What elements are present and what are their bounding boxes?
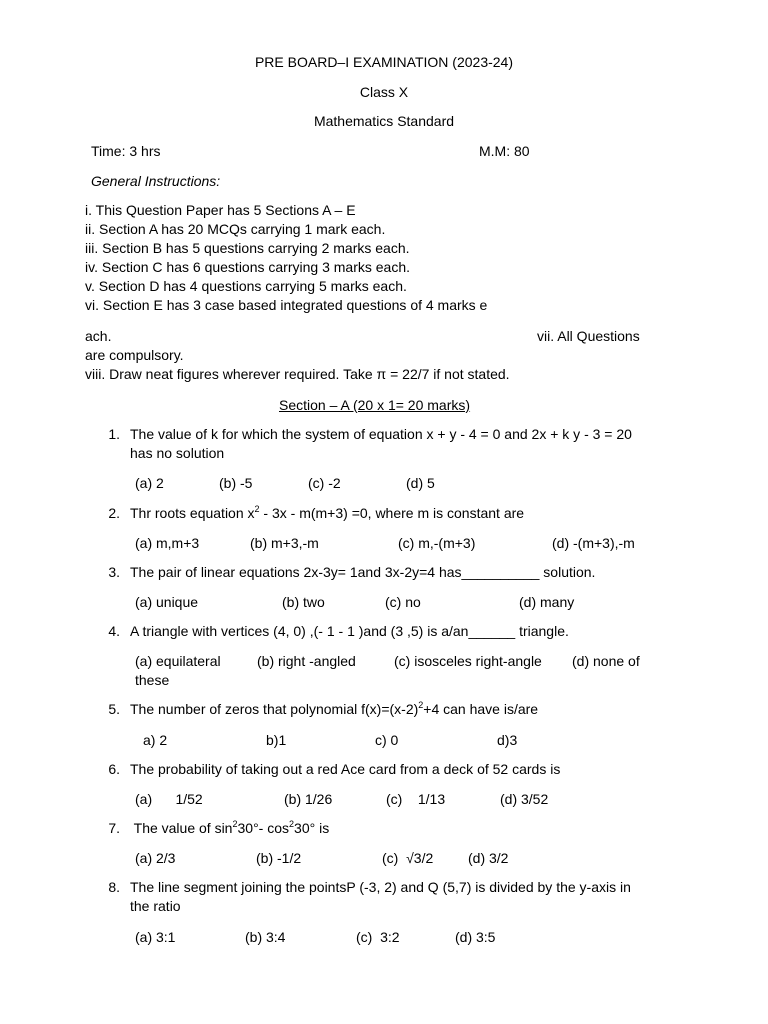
option-d: (d) -(m+3),-m (552, 535, 635, 551)
option-c: (c) isosceles right-angle (394, 653, 542, 669)
option-a: (a) 2 (135, 475, 164, 491)
option-b: (b) two (282, 594, 325, 610)
question-text: The pair of linear equations 2x-3y= 1and 3x-2y=4 has__________ solution. (130, 564, 596, 580)
instruction-wrap-left: ach. (85, 328, 112, 344)
instruction-item: i. This Question Paper has 5 Sections A – E (85, 202, 356, 218)
question-number: 6. (108, 761, 120, 777)
instruction-item: iii. Section B has 5 questions carrying 2 marks each. (85, 240, 410, 256)
option-b: (b) 1/26 (284, 791, 333, 807)
question-text: A triangle with vertices (4, 0) ,(- 1 - 1 )and (3 ,5) is a/an______ triangle. (130, 623, 569, 639)
option-b: (b) right -angled (257, 653, 356, 669)
option-c: (c) 3:2 (356, 929, 400, 945)
option-d-wrap: these (135, 672, 170, 688)
time-label: Time: 3 hrs (91, 143, 161, 159)
instruction-item: iv. Section C has 6 questions carrying 3 marks each. (85, 259, 411, 275)
instruction-item: ii. Section A has 20 MCQs carrying 1 mark each. (85, 221, 386, 237)
option-c: (c) no (385, 594, 421, 610)
option-c: (c) -2 (308, 475, 341, 491)
option-a: (a) equilateral (135, 653, 221, 669)
instruction-wrap-next: are compulsory. (85, 347, 184, 363)
question-text: the ratio (130, 898, 181, 914)
option-d: (d) many (519, 594, 575, 610)
option-c: c) 0 (375, 732, 399, 748)
option-b: (b) -1/2 (256, 850, 302, 866)
option-b: (b) m+3,-m (250, 535, 319, 551)
question-text: Thr roots equation $x^2 - 3x - m(m+3) =0$, where m is constant are (130, 504, 525, 521)
question-number: 2. (108, 505, 120, 521)
option-d: (d) 3:5 (455, 929, 496, 945)
section-heading: Section – A (20 x 1= 20 marks) (279, 397, 471, 413)
option-b: b)1 (266, 732, 287, 748)
option-d: (d) 3/2 (468, 850, 509, 866)
option-b: (b) -5 (219, 475, 253, 491)
question-number: 8. (108, 879, 120, 895)
option-a: (a) unique (135, 594, 199, 610)
question-text: The probability of taking out a red Ace card from a deck of 52 cards is (130, 761, 561, 777)
option-d: (d) none of (572, 653, 640, 669)
max-marks-label: M.M: 80 (479, 143, 530, 159)
instruction-item: viii. Draw neat figures wherever required. Take π = 22/7 if not stated. (85, 366, 510, 382)
option-a: a) 2 (143, 732, 168, 748)
option-a: (a) 1/52 (135, 791, 203, 807)
option-d: d)3 (497, 732, 518, 748)
instruction-item: v. Section D has 4 questions carrying 5 marks each. (85, 278, 407, 294)
class-label: Class X (359, 84, 409, 100)
option-c: (c) m,-(m+3) (398, 535, 476, 551)
question-number: 3. (108, 564, 120, 580)
option-c: (c) √3/2 (382, 850, 434, 866)
option-d: (d) 3/52 (500, 791, 549, 807)
question-number: 5. (108, 701, 120, 717)
question-number: 7. (108, 820, 120, 836)
option-b: (b) 3:4 (245, 929, 286, 945)
exam-title: PRE BOARD–I EXAMINATION (2023-24) (254, 54, 514, 70)
instruction-item: vi. Section E has 3 case based integrated questions of 4 marks e (85, 297, 488, 313)
option-d: (d) 5 (406, 475, 435, 491)
question-text: The value of k for which the system of equation x + y - 4 = 0 and 2x + k y - 3 = 20 (130, 426, 632, 442)
question-text: The value of $\sin^230^\circ-$ $\cos^230^\circ$ is (130, 819, 330, 836)
option-a: (a) 2/3 (135, 850, 176, 866)
subject-label: Mathematics Standard (313, 113, 455, 129)
question-text: The line segment joining the pointsP (-3, 2) and Q (5,7) is divided by the y-axis in (130, 879, 631, 895)
question-number: 4. (108, 623, 120, 639)
option-a: (a) m,m+3 (135, 535, 200, 551)
option-c: (c) 1/13 (386, 791, 446, 807)
option-a: (a) 3:1 (135, 929, 176, 945)
question-text: has no solution (130, 445, 225, 461)
instructions-heading: General Instructions: (91, 173, 221, 189)
instruction-wrap-right: vii. All Questions (537, 328, 640, 344)
question-number: 1. (108, 426, 120, 442)
question-text: The number of zeros that polynomial $f(x)=(x-2)^2+4$ can have is/are (130, 700, 539, 717)
